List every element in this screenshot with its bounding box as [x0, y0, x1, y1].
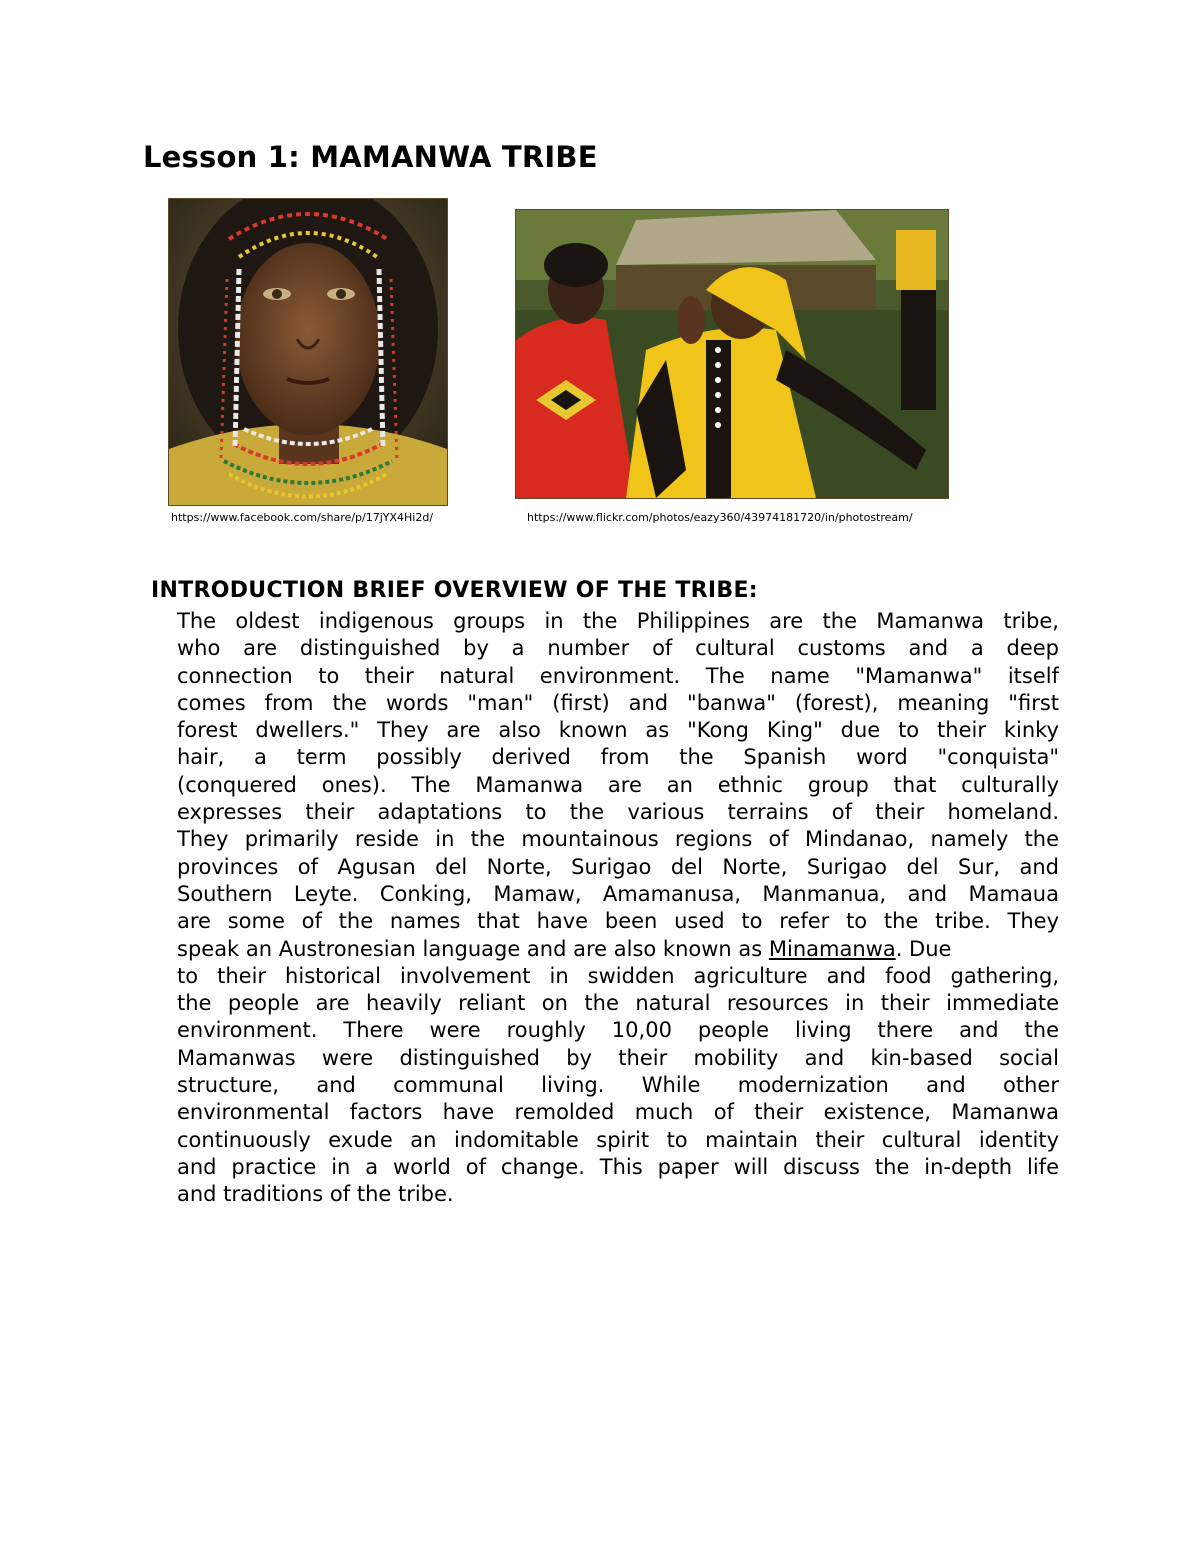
paragraph-line: (conquered ones). The Mamanwa are an ethnic group that culturally [177, 772, 1059, 797]
paragraph-line-text: speak an Austronesian language and are also known as [177, 936, 769, 961]
image-source-caption: https://www.flickr.com/photos/eazy360/43974181720/in/photostream/ [527, 511, 913, 524]
paragraph-line: environment. There were roughly 10,00 people living there and the [177, 1018, 1059, 1043]
paragraph-line: Southern Leyte. Conking, Mamaw, Amamanusa, Manmanua, and Mamaua [177, 881, 1059, 906]
paragraph-line: and practice in a world of change. This paper will discuss the in-depth life [177, 1154, 1059, 1179]
section-heading: INTRODUCTION BRIEF OVERVIEW OF THE TRIBE: [151, 578, 758, 603]
paragraph-line: hair, a term possibly derived from the Spanish word "conquista" [177, 745, 1059, 770]
paragraph-line: continuously exude an indomitable spirit to maintain their cultural identity [177, 1127, 1059, 1152]
paragraph-line: are some of the names that have been used to refer to the tribe. They [177, 909, 1059, 934]
mamanwa-woman-portrait-image [168, 198, 448, 506]
paragraph-line: forest dwellers." They are also known as "Kong King" due to their kinky [177, 718, 1059, 743]
paragraph-line: comes from the words "man" (first) and "banwa" (forest), meaning "first [177, 690, 1059, 715]
paragraph-line: connection to their natural environment. The name "Mamanwa" itself [177, 663, 1059, 688]
paragraph-line: They primarily reside in the mountainous regions of Mindanao, namely the [177, 827, 1059, 852]
paragraph-line: provinces of Agusan del Norte, Surigao del Norte, Surigao del Sur, and [177, 854, 1059, 879]
lesson-title: Lesson 1: MAMANWA TRIBE [143, 140, 598, 174]
introduction-paragraph [177, 608, 1059, 1209]
paragraph-line: environmental factors have remolded much of their existence, Mamanwa [177, 1100, 1059, 1125]
paragraph-line: Mamanwas were distinguished by their mobility and kin-based social [177, 1045, 1059, 1070]
paragraph-line: who are distinguished by a number of cultural customs and a deep [177, 636, 1059, 661]
image-source-caption: https://www.facebook.com/share/p/17jYX4Hi2d/ [171, 511, 434, 524]
paragraph-line: The oldest indigenous groups in the Philippines are the Mamanwa tribe, [177, 609, 1059, 633]
paragraph-line: structure, and communal living. While modernization and other [177, 1073, 1059, 1098]
paragraph-line: the people are heavily reliant on the natural resources in their immediate [177, 991, 1059, 1016]
paragraph-line-text: . Due [895, 936, 952, 961]
paragraph-line: and traditions of the tribe. [177, 1182, 454, 1207]
mamanwa-dancers-image [515, 209, 949, 499]
minamanwa-term: Minamanwa [768, 936, 896, 961]
paragraph-line: expresses their adaptations to the various terrains of their homeland. [177, 800, 1059, 825]
paragraph-line: to their historical involvement in swidden agriculture and food gathering, [177, 963, 1059, 988]
paragraph-line [177, 936, 1059, 963]
